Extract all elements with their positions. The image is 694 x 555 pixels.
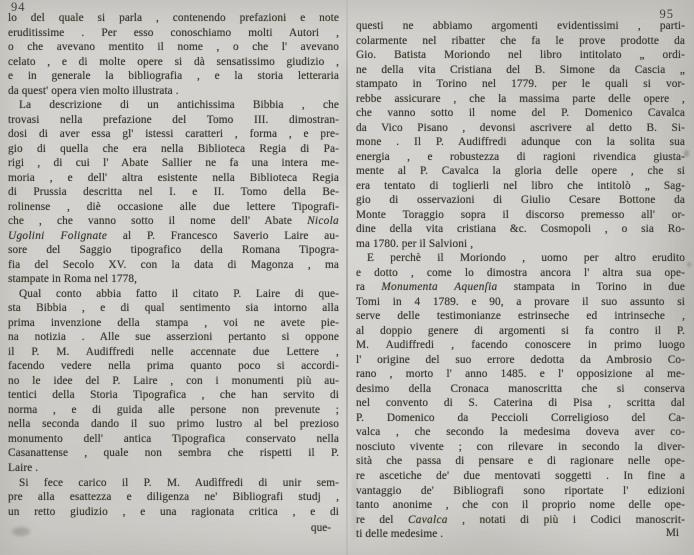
text-line: re del Cavalca , notati di più i Codici manoscrit- — [356, 513, 685, 526]
paragraph — [356, 251, 685, 541]
paragraph — [8, 98, 339, 287]
text-line: rigi , di cui l' Abate Sallier ne fa una intera me- — [8, 157, 339, 170]
text-line: al doppio genere di argomenti si fa contro il P. — [356, 324, 685, 337]
text-line: sità che passa di pensare e di ragionare nelle ope- — [356, 455, 685, 468]
text-line: facendo vedere nella prima quanto poco si accordi- — [8, 360, 339, 373]
text-line: dine della vita cristiana &c. Cosmopoli , o sia Ro- — [356, 223, 685, 236]
text-line: da quest' opera vien molto illustrata . — [8, 84, 179, 97]
page-number: 95 — [659, 7, 674, 21]
text-line: di Prussia descritta nel I. e II. Tomo della Be- — [8, 186, 339, 199]
text-line: rebbe assicurare , che la massima parte delle opere , — [356, 92, 685, 105]
catchword: que- — [310, 522, 331, 534]
page-number: 94 — [11, 0, 26, 14]
text-line: fia del Secolo XV. con la data di Magonza , ma — [8, 258, 339, 271]
text-line: ti delle medesime . — [356, 528, 444, 541]
text-line: sta Bibbia , e di qual sentimento sia intorno alla — [8, 302, 339, 315]
text-line: desimo della Cronaca manoscritta che si conserva — [356, 382, 685, 395]
text-line: vantaggio de' Bibliografi sono riportate l' edizioni — [356, 484, 685, 497]
text-line: monumento dell' antica Tipografica conservato nella — [8, 432, 339, 445]
text-line: Gio. Batista Moriondo nel libro intitolato „ ordi- — [356, 49, 685, 62]
text-line: rolinense , diè occasione alle due lettere Tipografi- — [8, 200, 339, 213]
text-line: Casanattense , quale non sembra che rispetti il P. — [8, 447, 339, 460]
text-line: stampato in Torino nel 1779. per le quali si vor- — [356, 78, 685, 91]
text-line: e in generale la bibliografia , e la storia letteraria — [8, 70, 339, 83]
text-line: eruditissime . Per esso conoschiamo molti Autori , — [8, 26, 339, 39]
text-line: energia , e robustezza di ragioni rivendica giusta- — [356, 150, 685, 163]
paragraph — [8, 11, 339, 98]
text-line: dosi di aver essa gl' istessi caratteri , forma , e pre- — [8, 128, 339, 141]
text-line: Qual conto abbia fatto il citato P. Laire di que- — [19, 287, 339, 300]
text-line: celato , e di molte opere si dà sensatissimo giudizio , — [8, 55, 339, 68]
text-line: trovasi nella prefazione del Tomo III. dimostran- — [8, 113, 339, 126]
text-line: M. Audiffredi , facendo conoscere in primo luogo — [356, 339, 685, 352]
text-line: era tentato di toglierli nel libro che intitolò „ Sag- — [356, 179, 685, 192]
text-line: nosciuto vivente ; con rilevare in secondo la diver- — [356, 440, 685, 453]
text-line: il P. M. Audiffredi nelle accennate due Lettere , — [8, 345, 339, 358]
text-line: sore del Saggio tipografico della Romana Tipogra- — [8, 244, 339, 257]
text-line: E perchè il Moriondo , uomo per altro erudito — [367, 252, 685, 265]
page-95-text-block — [356, 19, 685, 542]
text-line: lo del quale si parla , contenendo prefazioni e note — [8, 12, 339, 24]
text-line: che vanno sotto il nome del P. Domenico Cavalca — [356, 107, 685, 120]
text-line: Laire . — [8, 461, 39, 474]
text-line: questi ne abbiamo argomenti evidentissimi , parti- — [356, 20, 685, 32]
text-line: no le idee del P. Laire , con i monumenti più au- — [8, 374, 339, 387]
paragraph — [356, 19, 685, 251]
text-line: nel convento di S. Caterina di Pisa , scritta dal — [356, 397, 685, 410]
text-line: ra Monumenta Aquenſia stampata in Torino in due — [356, 281, 685, 294]
text-line: Monte Toraggio sopra il discorso premesso all' or- — [356, 208, 685, 221]
page-gutter-line — [346, 0, 348, 555]
text-line: stampate in Roma nel 1778, — [8, 273, 138, 286]
text-line: serve delle testimonianze estrinseche ed intrinseche , — [356, 310, 685, 323]
text-line: ma 1780. per il Salvioni , — [356, 237, 474, 250]
text-line: La descrizione di un antichissima Bibbia , che — [19, 99, 339, 112]
catchword: Mi — [665, 527, 679, 539]
paragraph — [8, 476, 339, 520]
text-line: Ugolini Folignate al P. Francesco Saverio Laire au- — [8, 229, 339, 242]
page-94 — [8, 0, 341, 555]
text-line: Si fece carico il P. M. Audìffredi di unir sem- — [19, 476, 339, 489]
text-line: na notizia . Alle sue asserzioni pertanto si oppone — [8, 331, 339, 344]
text-line: o che avevano mentito il nome , o che l' avevano — [8, 41, 339, 54]
text-line: gio di quella che era nella Biblioteca Regia di Pa- — [8, 142, 339, 155]
text-line: prima invenzione della stampa , voi ne avete pie- — [8, 316, 339, 329]
text-line: mone . Il P. Audiffredi adunque con la solita sua — [356, 136, 685, 149]
text-line: rano , morto l' anno 1485. e l' opposizione al me- — [356, 368, 685, 381]
text-line: un retto giudizio , e una ragionata critica , e di — [8, 505, 339, 518]
text-line: nella seconda dando il suo primo lustro al bel prezioso — [8, 418, 339, 431]
text-line: gio di osservazioni di Giulio Cesare Bottone da — [356, 194, 685, 207]
text-line: moria , e dell' altra esistente nella Biblioteca Regia — [8, 171, 339, 184]
text-line: Tomi in 4 1789. e 90, a provare il suo assunto si — [356, 295, 685, 308]
text-line: colarmente nel ribatter che fa le prove prodotte da — [356, 34, 685, 47]
text-line: valca , che secondo la medesima doveva aver co- — [356, 426, 685, 439]
text-line: tanto anonime , che con il proprio nome delle ope- — [356, 499, 685, 512]
text-line: ne della vita Cristiana del B. Simone da Cascia „ — [356, 63, 685, 76]
paragraph — [8, 287, 339, 476]
text-line: da Vico Pisano , devonsi ascrivere al detto B. Si- — [356, 121, 685, 134]
text-line: l' origine del suo errore dedotta da Ambrosio Co- — [356, 353, 685, 366]
text-line: mente al P. Cavalca la gloria delle opere , che si — [356, 165, 685, 178]
text-line: che , che vanno sotto il nome dell' Abate Nicola — [8, 215, 339, 228]
text-line: norma , e di guida alle persone non prevenute ; — [8, 403, 339, 416]
text-line: pre alla esattezza e diligenza ne' Bibliografi studj , — [8, 491, 339, 504]
page-95 — [354, 0, 687, 555]
text-line: P. Domenico da Peccioli Correligioso del Ca- — [356, 411, 685, 424]
paper-stain — [687, 262, 691, 267]
text-line: tentici della Storia Tipografica , che han servito di — [8, 389, 339, 402]
page-94-text-block — [8, 11, 339, 519]
text-line: e dotto , come lo dimostra ancora l' altra sua ope- — [356, 266, 685, 279]
text-line: re ascetiche de' due mentovati soggetti . In fine a — [356, 469, 685, 482]
